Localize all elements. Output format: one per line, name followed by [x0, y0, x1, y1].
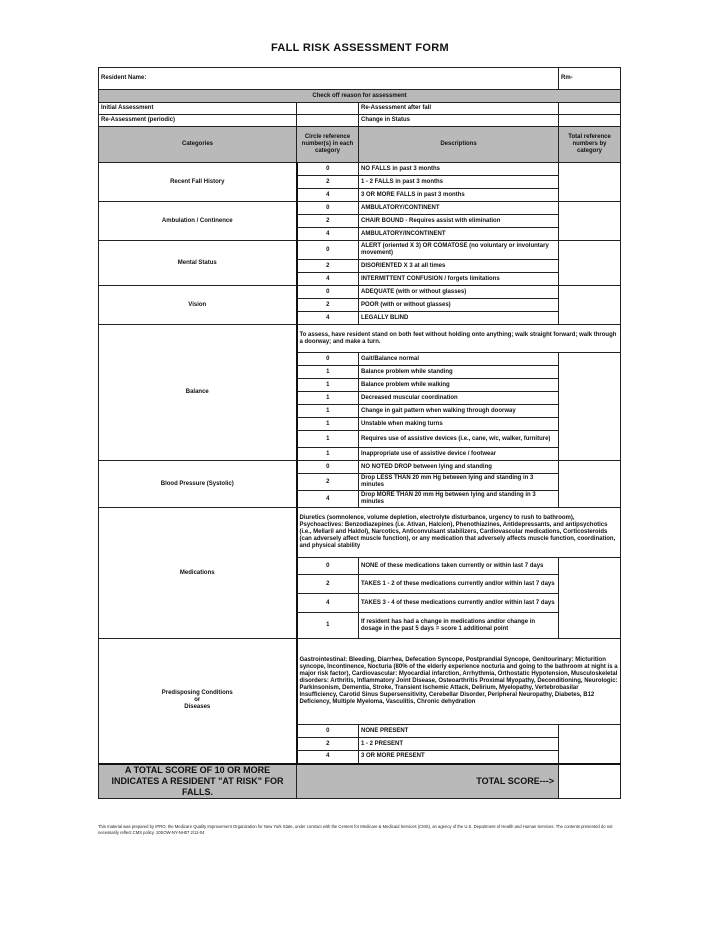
col-categories: Categories [99, 127, 297, 163]
after-fall-check[interactable] [559, 103, 621, 115]
conditions-list: Gastrointestinal: Bleeding, Diarrhea, Defecation Syncope, Postprandial Syncope, Genitourinary: Micturition syncope, Incontinence, Nocturia (80% of the elderly experience nocturia and going to the bathroom at night is a major risk factor), Cardiovascular: Myocardial infarction, Arrhythmia, Orthostatic Hypotension, Musculoskeletal disorders: Arthritis, Inflammatory Joint Disease, Osteoarthritis Proximal Myopathy, Deconditioning, Neurologic: Parkinsonism, Dementia, Stroke, Transient Ischemic Attack, Delirium, Myelopathy, Vertebrobasilar Insufficiency, Carotid Sinus Supersensitivity, Cerebellar Disorder, Peripheral Neuropathy, Diabetes, B12 Deficiency, Multiple Myeloma, Vasculitis, Chronic dehydration [297, 639, 621, 725]
category-vision: Vision [99, 286, 297, 325]
description: Decreased muscular coordination [359, 392, 559, 405]
change-status-label: Change in Status [359, 115, 559, 127]
description: ADEQUATE (with or without glasses) [359, 286, 559, 299]
ref-number[interactable]: 0 [297, 725, 359, 738]
ref-number[interactable]: 4 [297, 189, 359, 202]
description: Balance problem while standing [359, 366, 559, 379]
ref-number[interactable]: 1 [297, 418, 359, 431]
description: TAKES 1 - 2 of these medications currently and/or within last 7 days [359, 575, 559, 594]
predisposing-line3: Diseases [184, 704, 211, 711]
total-medications[interactable] [559, 558, 621, 639]
description: Gait/Balance normal [359, 353, 559, 366]
ref-number[interactable]: 0 [297, 241, 359, 260]
category-balance: Balance [99, 325, 297, 461]
description: INTERMITTENT CONFUSION / forgets limitations [359, 273, 559, 286]
ref-number[interactable]: 0 [297, 202, 359, 215]
category-predisposing [99, 639, 297, 764]
description: NONE PRESENT [359, 725, 559, 738]
description: 3 OR MORE PRESENT [359, 751, 559, 764]
ref-number[interactable]: 2 [297, 299, 359, 312]
category-mental-status: Mental Status [99, 241, 297, 286]
ref-number[interactable]: 4 [297, 273, 359, 286]
after-fall-label: Re-Assessment after fall [359, 103, 559, 115]
description: DISORIENTED X 3 at all times [359, 260, 559, 273]
ref-number[interactable]: 2 [297, 215, 359, 228]
col-circle: Circle reference number(s) in each category [297, 127, 359, 163]
total-vision[interactable] [559, 286, 621, 325]
ref-number[interactable]: 1 [297, 392, 359, 405]
room-field[interactable] [559, 68, 621, 90]
ref-number[interactable]: 1 [297, 405, 359, 418]
fall-risk-table [98, 67, 621, 799]
ref-number[interactable]: 4 [297, 228, 359, 241]
resident-name-field[interactable] [99, 68, 559, 90]
description: AMBULATORY/INCONTINENT [359, 228, 559, 241]
description: TAKES 3 - 4 of these medications currently and/or within last 7 days [359, 594, 559, 613]
periodic-check[interactable] [297, 115, 359, 127]
description: Inappropriate use of assistive device / footwear [359, 448, 559, 461]
description: Requires use of assistive devices (i.e., cane, w/c, walker, furniture) [359, 431, 559, 448]
total-score-label: TOTAL SCORE---> [297, 764, 559, 799]
description: 1 - 2 FALLS in past 3 months [359, 176, 559, 189]
description: NO NOTED DROP between lying and standing [359, 461, 559, 474]
ref-number[interactable]: 0 [297, 163, 359, 176]
ref-number[interactable]: 4 [297, 491, 359, 508]
category-blood-pressure: Blood Pressure (Systolic) [99, 461, 297, 508]
periodic-label: Re-Assessment (periodic) [99, 115, 297, 127]
assessment-reason-banner: Check off reason for assessment [99, 90, 621, 103]
description: ALERT (oriented X 3) OR COMATOSE (no voluntary or involuntary movement) [359, 241, 559, 260]
total-balance[interactable] [559, 353, 621, 461]
ref-number[interactable]: 0 [297, 558, 359, 575]
description: Unstable when making turns [359, 418, 559, 431]
ref-number[interactable]: 0 [297, 286, 359, 299]
description: CHAIR BOUND - Requires assist with elimination [359, 215, 559, 228]
initial-assessment-check[interactable] [297, 103, 359, 115]
description: If resident has had a change in medications and/or change in dosage in the past 5 days = score 1 additional point [359, 613, 559, 639]
resident-name-label: Resident Name: [101, 75, 147, 81]
change-status-check[interactable] [559, 115, 621, 127]
description: NO FALLS in past 3 months [359, 163, 559, 176]
total-predisposing[interactable] [559, 725, 621, 764]
ref-number[interactable]: 1 [297, 431, 359, 448]
col-total: Total reference numbers by category [559, 127, 621, 163]
description: AMBULATORY/CONTINENT [359, 202, 559, 215]
ref-number[interactable]: 4 [297, 312, 359, 325]
form-title: FALL RISK ASSESSMENT FORM [270, 42, 449, 54]
category-recent-fall: Recent Fall History [99, 163, 297, 202]
disclaimer-text: This material was prepared by IPRO, the Medicare Quality Improvement Organization for New York State, under contract with the Centers for Medicare & Medicaid Services (CMS), an agency of the U.S. Department of Health and Human Services. The contents presented do not necessarily reflect CMS policy. 10SOW-NY-NH07 2/11-04 [98, 824, 613, 835]
ref-number[interactable]: 2 [297, 738, 359, 751]
ref-number[interactable]: 1 [297, 613, 359, 639]
total-blood-pressure[interactable] [559, 461, 621, 508]
ref-number[interactable]: 4 [297, 751, 359, 764]
balance-instructions: To assess, have resident stand on both feet without holding onto anything; walk straight forward; walk through a doorway; and make a turn. [297, 325, 621, 353]
description: Change in gait pattern when walking through doorway [359, 405, 559, 418]
ref-number[interactable]: 1 [297, 448, 359, 461]
ref-number[interactable]: 2 [297, 176, 359, 189]
ref-number[interactable]: 0 [297, 461, 359, 474]
ref-number[interactable]: 2 [297, 260, 359, 273]
medications-list: Diuretics (somnolence, volume depletion, electrolyte disturbance, urgency to rush to bathroom), Psychoactives: Benzodiazepines (i.e. Ativan, Halcion), Phenothiazines, Antidepressants, and antipsychotics (i.e., Mellaril and Haldol), Narcotics, Anticonvulsant stabilizers, Cardiovascular medications, Corticosteroids (can adversely affect muscle function), or any medication that adversely affects muscle function, coordination, and physical stability [297, 508, 621, 558]
description: LEGALLY BLIND [359, 312, 559, 325]
col-descriptions: Descriptions [359, 127, 559, 163]
description: POOR (with or without glasses) [359, 299, 559, 312]
ref-number[interactable]: 4 [297, 594, 359, 613]
ref-number[interactable]: 2 [297, 474, 359, 491]
total-score-field[interactable] [559, 764, 621, 799]
risk-warning: A TOTAL SCORE OF 10 OR MORE INDICATES A RESIDENT "AT RISK" FOR FALLS. [99, 764, 297, 799]
description: 3 OR MORE FALLS in past 3 months [359, 189, 559, 202]
ref-number[interactable]: 2 [297, 575, 359, 594]
ref-number[interactable]: 1 [297, 379, 359, 392]
predisposing-line1: Predisposing Conditions [161, 690, 233, 697]
description: Drop LESS THAN 20 mm Hg between lying and standing in 3 minutes [359, 474, 559, 491]
description: 1 - 2 PRESENT [359, 738, 559, 751]
description: Drop MORE THAN 20 mm Hg between lying and standing in 3 minutes [359, 491, 559, 508]
total-ambulation[interactable] [559, 202, 621, 241]
description: Balance problem while walking [359, 379, 559, 392]
predisposing-line2: or [194, 697, 201, 704]
total-recent-fall[interactable] [559, 163, 621, 202]
category-ambulation: Ambulation / Continence [99, 202, 297, 241]
description: NONE of these medications taken currently or within last 7 days [359, 558, 559, 575]
category-medications: Medications [99, 508, 297, 639]
ref-number[interactable]: 1 [297, 366, 359, 379]
initial-assessment-label: Initial Assessment [99, 103, 297, 115]
total-mental-status[interactable] [559, 241, 621, 286]
ref-number[interactable]: 0 [297, 353, 359, 366]
room-label: Rm- [561, 75, 573, 81]
